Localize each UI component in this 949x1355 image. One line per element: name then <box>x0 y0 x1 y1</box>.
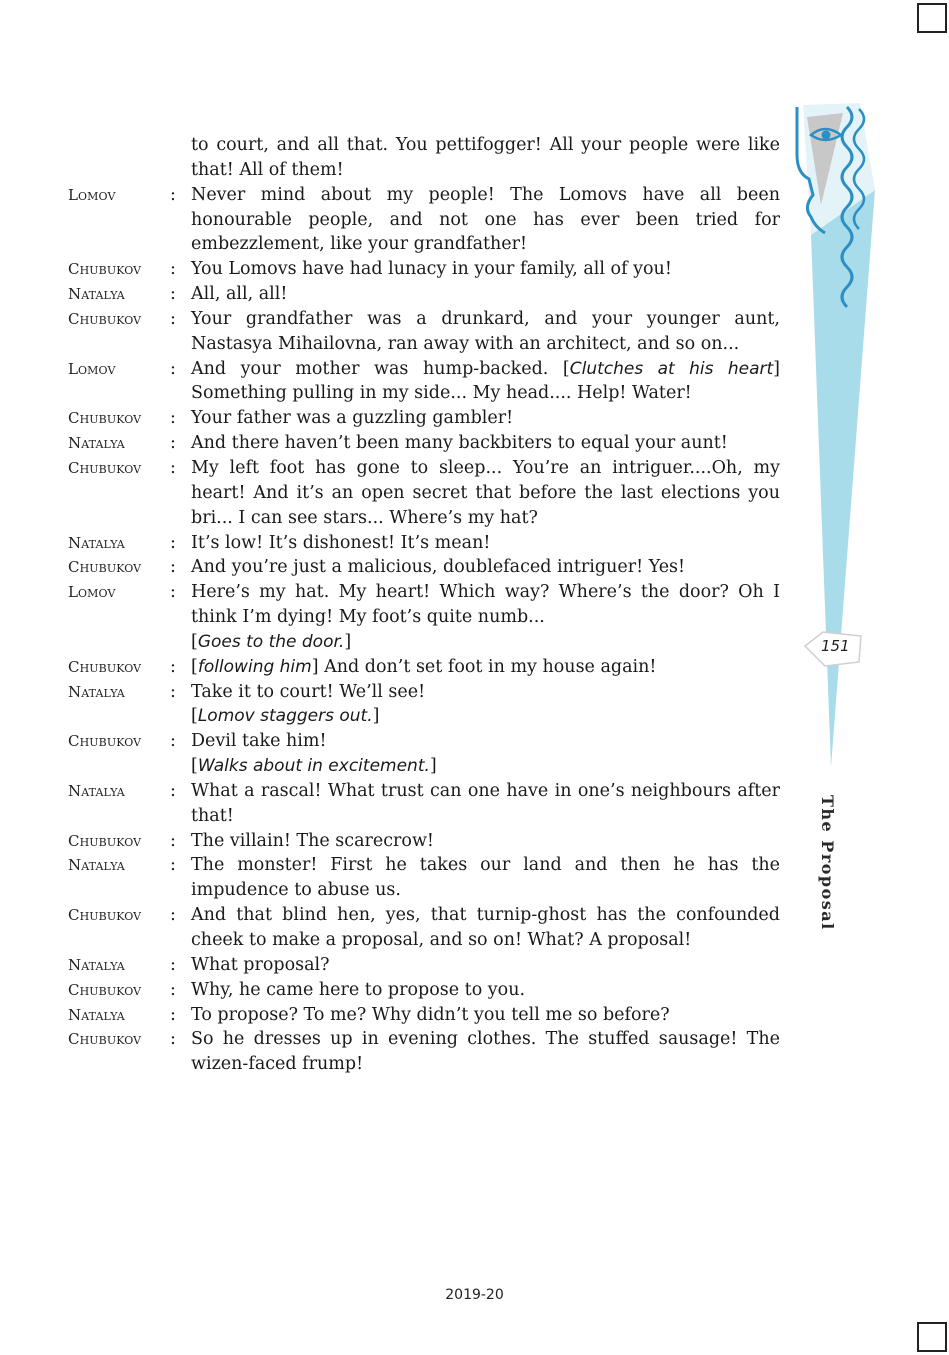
dialogue-line <box>68 1003 780 1028</box>
speech-chunk: [ <box>191 706 198 727</box>
dialogue-line <box>68 456 780 531</box>
speech-text <box>191 580 780 655</box>
speaker-colon: : <box>170 731 176 752</box>
speech-chunk: Here’s my hat. My heart! Which way? Where’s the door? Oh I think I’m dying! My foot’s quite numb... <box>191 582 780 628</box>
speaker-colon: : <box>170 681 176 702</box>
speech-text <box>191 531 780 556</box>
speech-text <box>191 183 780 258</box>
speaker-name: Chubukov <box>68 980 142 999</box>
speaker-colon: : <box>170 433 176 454</box>
speaker-colon: : <box>170 954 176 975</box>
speech-text <box>191 903 780 953</box>
speech-chunk: Your father was a guzzling gambler! <box>191 408 514 429</box>
speech-text <box>191 829 780 854</box>
speaker-name: Chubukov <box>68 309 142 328</box>
speaker-name: Natalya <box>68 682 125 701</box>
dialogue-line <box>68 829 780 854</box>
speech-chunk: And that blind hen, yes, that turnip-ghost has the confounded cheek to make a proposal, and so on! What? A proposal! <box>191 905 780 950</box>
speaker-colon: : <box>170 259 176 280</box>
speech-chunk: You Lomovs have had lunacy in your family, all of you! <box>191 259 672 280</box>
speaker-name: Chubukov <box>68 409 142 428</box>
speaker-name: Lomov <box>68 359 116 378</box>
speech-text <box>191 853 780 903</box>
speech-chunk: [ <box>191 756 198 777</box>
dialogue-line <box>68 729 780 779</box>
dialogue-line <box>68 580 780 655</box>
speaker-name: Natalya <box>68 285 125 304</box>
dialogue-line <box>68 431 780 456</box>
speech-text <box>191 978 780 1003</box>
play-dialogue <box>68 133 780 1077</box>
speaker-name: Natalya <box>68 434 125 453</box>
speech-chunk: To propose? To me? Why didn’t you tell me so before? <box>191 1004 670 1025</box>
speaker-name: Chubukov <box>68 906 142 925</box>
speaker-name: Chubukov <box>68 458 142 477</box>
dialogue-line <box>68 357 780 407</box>
speaker-colon: : <box>170 979 176 1000</box>
speech-text <box>191 282 780 307</box>
speaker-colon: : <box>170 1029 176 1050</box>
speaker-name: Natalya <box>68 1005 125 1024</box>
speaker-colon: : <box>170 830 176 851</box>
speaker-name: Chubukov <box>68 831 142 850</box>
speech-chunk: [ <box>191 656 198 677</box>
speaker-name: Lomov <box>68 185 116 204</box>
speaker-colon: : <box>170 457 176 478</box>
speaker-name: Chubukov <box>68 657 142 676</box>
speaker-colon: : <box>170 358 176 379</box>
speaker-name: Chubukov <box>68 558 142 577</box>
speech-chunk: What proposal? <box>191 954 330 975</box>
blue-wedge <box>811 190 875 767</box>
speaker-name: Chubukov <box>68 260 142 279</box>
speech-chunk: ] <box>429 756 437 777</box>
dialogue-line <box>68 903 780 953</box>
speaker-name: Natalya <box>68 781 125 800</box>
speaker-colon: : <box>170 408 176 429</box>
speech-chunk: And you’re just a malicious, doublefaced intriguer! Yes! <box>191 557 686 578</box>
speech-text <box>191 307 780 357</box>
speech-text <box>191 729 780 779</box>
dialogue-line <box>68 406 780 431</box>
speaker-name: Natalya <box>68 955 125 974</box>
speech-text <box>191 779 780 829</box>
speech-chunk: Why, he came here to propose to you. <box>191 979 526 1000</box>
dialogue-line <box>68 183 780 258</box>
dialogue-line <box>68 655 780 680</box>
speech-chunk: And there haven’t been many backbiters to equal your aunt! <box>191 433 728 454</box>
stage-direction: following him <box>197 656 312 677</box>
speech-chunk: My left foot has gone to sleep... You’re an intriguer....Oh, my heart! And it’s an open secret that before the last elections you bri... I can see stars... Where’s my hat? <box>191 457 780 528</box>
speaker-colon: : <box>170 532 176 553</box>
speaker-colon: : <box>170 308 176 329</box>
speech-text <box>191 133 780 183</box>
speaker-name: Chubukov <box>68 732 142 751</box>
speaker-colon: : <box>170 557 176 578</box>
stage-direction: Goes to the door. <box>197 631 345 652</box>
speaker-colon: : <box>170 855 176 876</box>
speech-chunk: Your grandfather was a drunkard, and your younger aunt, Nastasya Mihailovna, ran away with an architect, and so on... <box>191 308 780 354</box>
speaker-name: Natalya <box>68 856 125 875</box>
speaker-colon: : <box>170 1004 176 1025</box>
face-pupil-icon <box>822 131 831 140</box>
dialogue-line <box>68 1027 780 1077</box>
decorative-face-banner <box>785 95 885 775</box>
speech-text <box>191 1027 780 1077</box>
dialogue-line <box>68 307 780 357</box>
speech-chunk: to court, and all that. You pettifogger! All your people were like that! All of them! <box>191 135 780 180</box>
speaker-colon: : <box>170 905 176 926</box>
speech-chunk: So he dresses up in evening clothes. The stuffed sausage! The wizen-faced frump! <box>191 1029 780 1075</box>
speech-text <box>191 257 780 282</box>
stage-direction: Walks about in excitement. <box>197 756 430 777</box>
dialogue-line <box>68 779 780 829</box>
speaker-colon: : <box>170 780 176 801</box>
dialogue-line <box>68 853 780 903</box>
speech-chunk: ] Something pulling in my side... My head.... Help! Water! <box>191 358 780 404</box>
speech-text <box>191 1003 780 1028</box>
dialogue-line <box>68 680 780 730</box>
dialogue-line <box>68 133 780 183</box>
speaker-colon: : <box>170 284 176 305</box>
speech-chunk: And your mother was hump-backed. [ <box>191 358 570 379</box>
speech-text <box>191 953 780 978</box>
speech-chunk: The monster! First he takes our land and then he has the impudence to abuse us. <box>191 855 780 901</box>
crop-mark-bottom-right <box>917 1322 947 1352</box>
speech-chunk: ] <box>344 631 352 652</box>
speech-chunk: What a rascal! What trust can one have in one’s neighbours after that! <box>191 780 780 826</box>
speaker-colon: : <box>170 582 176 603</box>
dialogue-line <box>68 978 780 1003</box>
speech-text <box>191 456 780 531</box>
dialogue-line <box>68 531 780 556</box>
speech-chunk: [ <box>191 631 198 652</box>
speaker-colon: : <box>170 656 176 677</box>
speaker-name: Lomov <box>68 583 116 602</box>
page-number: 151 <box>821 637 850 655</box>
dialogue-line <box>68 282 780 307</box>
stage-direction: Clutches at his heart <box>569 358 774 379</box>
side-running-title: The Proposal <box>818 795 837 931</box>
speech-text <box>191 680 780 730</box>
dialogue-line <box>68 257 780 282</box>
speech-chunk: Take it to court! We’ll see! <box>191 681 426 702</box>
page-footer-year: 2019-20 <box>445 1287 504 1303</box>
speech-text <box>191 431 780 456</box>
crop-mark-top-right <box>917 3 947 33</box>
dialogue-line <box>68 953 780 978</box>
speech-chunk: Never mind about my people! The Lomovs have all been honourable people, and not one has ever been tried for embezzlement, like your grandfather! <box>191 184 780 255</box>
speech-text <box>191 655 780 680</box>
stage-direction: Lomov staggers out. <box>197 706 373 727</box>
speech-chunk: It’s low! It’s dishonest! It’s mean! <box>191 532 491 553</box>
dialogue-line <box>68 555 780 580</box>
speaker-name: Natalya <box>68 533 125 552</box>
speech-chunk: ] And don’t set foot in my house again! <box>311 656 657 677</box>
speaker-name: Chubukov <box>68 1030 142 1049</box>
page-number-badge <box>803 628 863 668</box>
speaker-colon: : <box>170 184 176 205</box>
speech-chunk: ] <box>372 706 380 727</box>
speech-text <box>191 357 780 407</box>
speech-chunk: Devil take him! <box>191 731 327 752</box>
speech-chunk: All, all, all! <box>191 284 288 305</box>
speech-text <box>191 555 780 580</box>
speech-text <box>191 406 780 431</box>
speech-chunk: The villain! The scarecrow! <box>191 830 434 851</box>
